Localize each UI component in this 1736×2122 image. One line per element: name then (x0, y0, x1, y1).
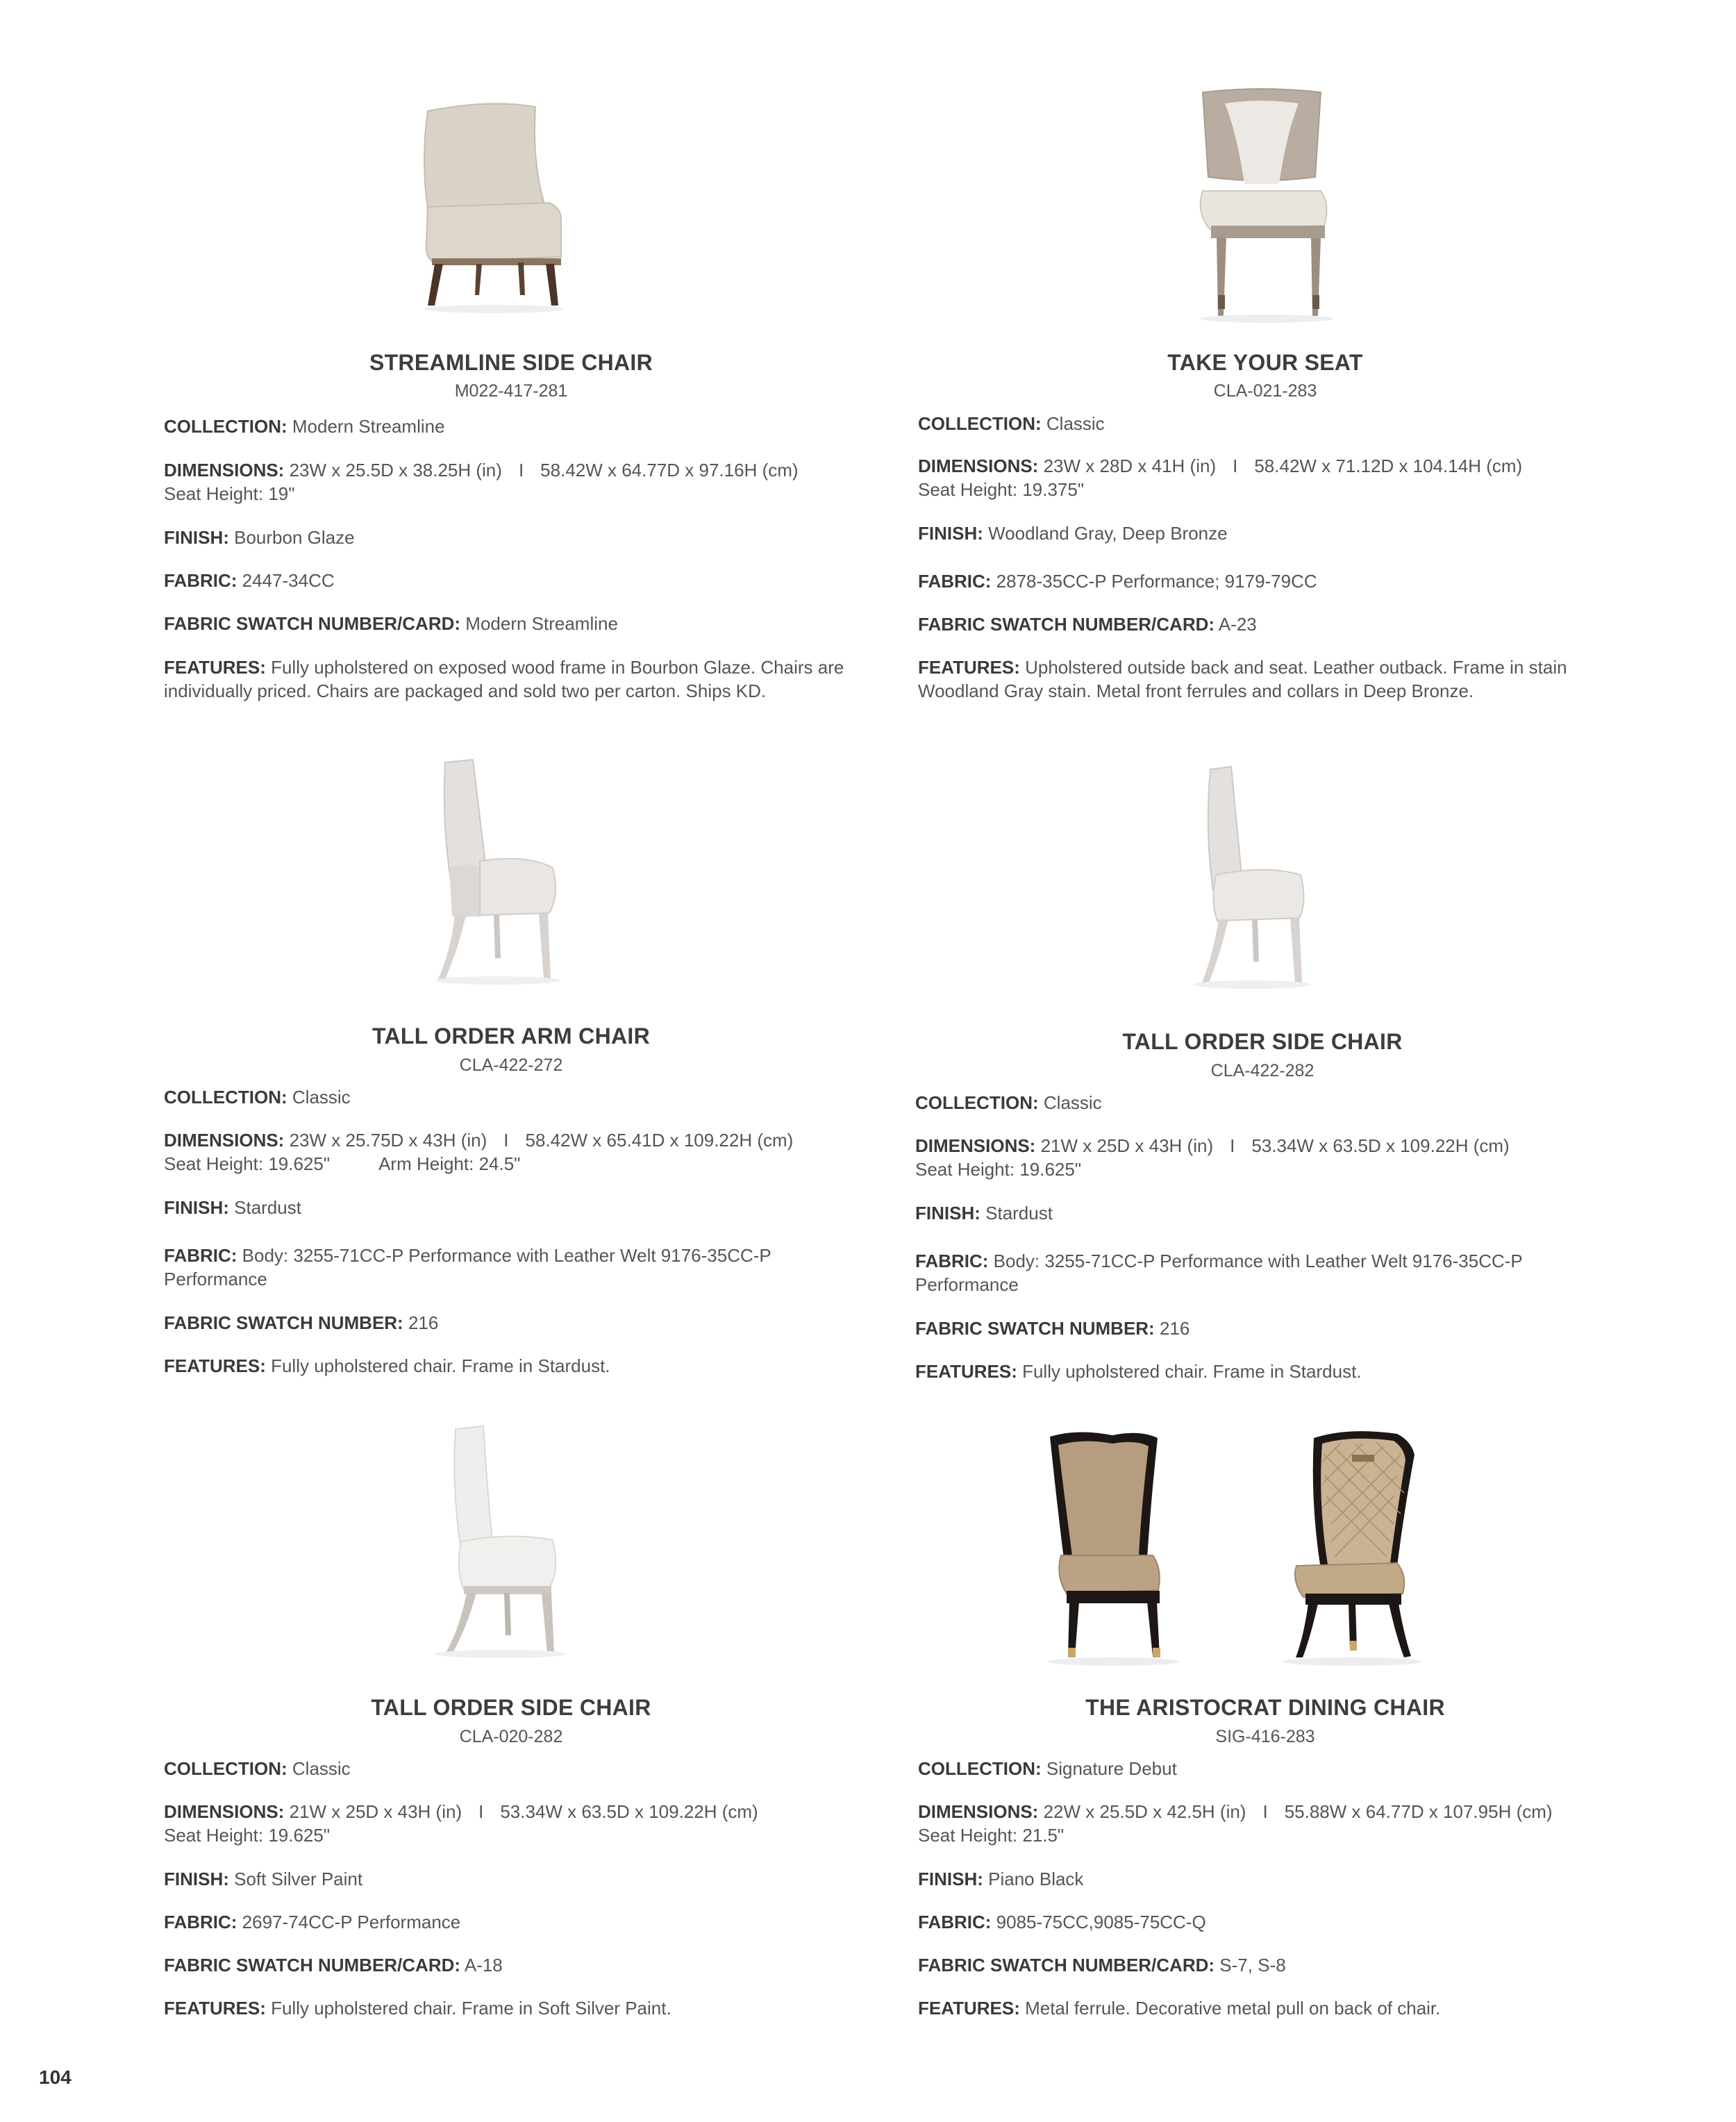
spec-value: Classic (292, 1758, 351, 1779)
spec-label: DIMENSIONS: (164, 460, 285, 481)
spec-value: Fully upholstered chair. Frame in Soft Silver Paint. (271, 1998, 671, 2019)
spec-dimensions (918, 454, 1599, 501)
spec-swatch (164, 612, 844, 635)
product-sku: CLA-422-282 (1210, 1061, 1314, 1080)
product-title: STREAMLINE SIDE CHAIR (369, 350, 653, 375)
seat-height: Seat Height: 21.5" (918, 1825, 1065, 1846)
dimensions-inches: 21W x 25D x 43H (in) (1040, 1135, 1214, 1156)
spec-label: FABRIC: (164, 1245, 237, 1266)
dimensions-inches: 23W x 25.75D x 43H (in) (289, 1130, 487, 1151)
spec-swatch (164, 1311, 844, 1335)
dimensions-separator: I (518, 460, 524, 481)
dimensions-cm: 53.34W x 63.5D x 109.22H (cm) (1251, 1135, 1510, 1156)
spec-label: COLLECTION: (164, 1758, 287, 1779)
spec-dimensions (915, 1134, 1596, 1181)
dimensions-inches: 21W x 25D x 43H (in) (289, 1801, 462, 1822)
dimensions-cm: 53.34W x 63.5D x 109.22H (cm) (500, 1801, 758, 1822)
spec-value: Modern Streamline (465, 613, 618, 634)
spec-collection (164, 1757, 844, 1780)
spec-fabric (164, 569, 844, 592)
spec-value: Stardust (234, 1197, 301, 1218)
spec-label: FABRIC SWATCH NUMBER/CARD: (164, 613, 461, 634)
spec-collection (915, 1091, 1596, 1114)
spec-fabric (164, 1910, 844, 1934)
spec-swatch (915, 1317, 1596, 1340)
spec-finish (164, 1867, 844, 1891)
spec-label: DIMENSIONS: (918, 456, 1039, 476)
dimensions-inches: 22W x 25.5D x 42.5H (in) (1043, 1801, 1246, 1822)
dimensions-inches: 23W x 28D x 41H (in) (1043, 456, 1217, 476)
spec-fabric (164, 1244, 844, 1291)
product-sku: CLA-020-282 (459, 1727, 563, 1746)
spec-label: FINISH: (918, 1869, 983, 1889)
spec-swatch (918, 612, 1599, 636)
spec-finish (164, 526, 844, 549)
spec-features (918, 655, 1599, 703)
dimensions-separator: I (1262, 1801, 1268, 1822)
chair-photo-streamline (407, 97, 581, 319)
spec-label: DIMENSIONS: (164, 1130, 285, 1151)
spec-label: COLLECTION: (918, 1758, 1042, 1779)
spec-label: COLLECTION: (164, 1087, 287, 1108)
seat-height: Seat Height: 19.625" (164, 1825, 331, 1846)
dimensions-cm: 58.42W x 71.12D x 104.14H (cm) (1254, 456, 1523, 476)
spec-value: 2878-35CC-P Performance; 9179-79CC (996, 571, 1317, 592)
spec-value: Body: 3255-71CC-P Performance with Leather Welt 9176-35CC-P Performance (915, 1251, 1523, 1295)
spec-label: FABRIC SWATCH NUMBER/CARD: (918, 1955, 1215, 1975)
product-sku: SIG-416-283 (1215, 1727, 1315, 1746)
spec-value: Metal ferrule. Decorative metal pull on back of chair. (1025, 1998, 1441, 2019)
spec-collection (164, 415, 844, 438)
spec-value: 9085-75CC,9085-75CC-Q (996, 1912, 1206, 1932)
spec-value: Classic (1046, 413, 1105, 434)
dimensions-cm: 58.42W x 64.77D x 97.16H (cm) (540, 460, 799, 481)
spec-label: FABRIC SWATCH NUMBER: (915, 1318, 1155, 1339)
spec-value: A-18 (464, 1955, 503, 1975)
spec-label: FEATURES: (164, 657, 266, 678)
dimensions-cm: 58.42W x 65.41D x 109.22H (cm) (525, 1130, 794, 1151)
spec-finish (164, 1196, 844, 1219)
spec-value: Fully upholstered chair. Frame in Stardust. (1022, 1361, 1362, 1382)
spec-value: 2447-34CC (242, 570, 335, 591)
spec-value: 2697-74CC-P Performance (242, 1912, 461, 1932)
spec-label: DIMENSIONS: (164, 1801, 285, 1822)
spec-value: Soft Silver Paint (234, 1869, 363, 1889)
product-title: TALL ORDER ARM CHAIR (372, 1024, 651, 1049)
spec-label: DIMENSIONS: (918, 1801, 1039, 1822)
spec-value: 216 (1159, 1318, 1190, 1339)
spec-value: Stardust (985, 1203, 1053, 1223)
spec-value: Upholstered outside back and seat. Leather outback. Frame in stain Woodland Gray stain. Metal front ferrules and collars in Deep Bronze. (918, 657, 1567, 701)
spec-value: A-23 (1218, 614, 1257, 635)
spec-value: Woodland Gray, Deep Bronze (988, 523, 1228, 544)
chair-photo-tall-order-side-422 (1183, 764, 1321, 993)
seat-height: Seat Height: 19.625" (915, 1159, 1082, 1180)
spec-label: FABRIC: (915, 1251, 989, 1271)
product-sku: M022-417-281 (454, 381, 568, 401)
spec-finish (915, 1201, 1596, 1225)
product-title: TALL ORDER SIDE CHAIR (371, 1695, 651, 1720)
spec-label: FEATURES: (918, 1998, 1020, 2019)
seat-height: Seat Height: 19" (164, 483, 295, 504)
dimensions-separator: I (478, 1801, 484, 1822)
spec-label: FINISH: (164, 1197, 229, 1218)
arm-height: Arm Height: 24.5" (378, 1153, 521, 1174)
spec-label: FABRIC: (918, 571, 992, 592)
product-title: TALL ORDER SIDE CHAIR (1122, 1029, 1403, 1054)
spec-value: 216 (408, 1312, 439, 1333)
spec-value: Fully upholstered on exposed wood frame in Bourbon Glaze. Chairs are individually priced. Chairs are packaged and sold two per carton. Ships KD. (164, 657, 844, 701)
dimensions-separator: I (1230, 1135, 1235, 1156)
page-number: 104 (39, 2066, 72, 2088)
spec-collection (918, 1757, 1599, 1780)
product-title: THE ARISTOCRAT DINING CHAIR (1085, 1695, 1445, 1720)
spec-value: Body: 3255-71CC-P Performance with Leather Welt 9176-35CC-P Performance (164, 1245, 771, 1289)
seat-height: Seat Height: 19.625" (164, 1153, 331, 1174)
spec-label: COLLECTION: (915, 1092, 1039, 1113)
product-sku: CLA-021-283 (1213, 381, 1317, 401)
chair-photo-take-your-seat (1182, 87, 1342, 326)
spec-label: FINISH: (918, 523, 983, 544)
spec-value: S-7, S-8 (1219, 1955, 1286, 1975)
spec-label: FINISH: (164, 1869, 229, 1889)
chair-photo-tall-order-arm (424, 757, 570, 986)
spec-collection (164, 1085, 844, 1109)
spec-features (164, 655, 844, 703)
spec-finish (918, 521, 1599, 545)
spec-value: Piano Black (988, 1869, 1084, 1889)
spec-label: FEATURES: (164, 1998, 266, 2019)
spec-dimensions (164, 1128, 844, 1176)
product-sku: CLA-422-272 (459, 1055, 563, 1075)
spec-collection (918, 412, 1599, 435)
spec-swatch (164, 1953, 844, 1977)
spec-label: FINISH: (164, 527, 229, 548)
spec-value: Modern Streamline (292, 416, 445, 437)
spec-label: FINISH: (915, 1203, 980, 1223)
spec-value: Classic (292, 1087, 351, 1108)
spec-fabric (918, 1910, 1599, 1934)
dimensions-separator: I (503, 1130, 509, 1151)
spec-fabric (918, 569, 1599, 593)
spec-features (164, 1996, 844, 2020)
dimensions-cm: 55.88W x 64.77D x 107.95H (cm) (1284, 1801, 1553, 1822)
spec-value: Fully upholstered chair. Frame in Stardust. (271, 1355, 610, 1376)
spec-value: Classic (1043, 1092, 1102, 1113)
spec-label: DIMENSIONS: (915, 1135, 1036, 1156)
spec-label: FEATURES: (915, 1361, 1017, 1382)
spec-finish (918, 1867, 1599, 1891)
seat-height: Seat Height: 19.375" (918, 479, 1085, 500)
spec-fabric (915, 1249, 1596, 1296)
spec-features (915, 1360, 1596, 1383)
spec-dimensions (164, 458, 844, 506)
spec-label: FABRIC SWATCH NUMBER/CARD: (164, 1955, 461, 1975)
spec-label: FABRIC SWATCH NUMBER/CARD: (918, 614, 1215, 635)
spec-label: FEATURES: (164, 1355, 266, 1376)
spec-features (164, 1354, 844, 1378)
product-title: TAKE YOUR SEAT (1167, 350, 1363, 375)
spec-label: FABRIC: (164, 1912, 237, 1932)
spec-dimensions (918, 1800, 1599, 1847)
spec-label: FEATURES: (918, 657, 1020, 678)
dimensions-inches: 23W x 25.5D x 38.25H (in) (289, 460, 502, 481)
spec-swatch (918, 1953, 1599, 1977)
spec-value: Bourbon Glaze (234, 527, 355, 548)
spec-value: Signature Debut (1046, 1758, 1177, 1779)
chair-photo-tall-order-side-020 (421, 1423, 574, 1660)
spec-label: COLLECTION: (164, 416, 287, 437)
spec-label: FABRIC SWATCH NUMBER: (164, 1312, 403, 1333)
spec-label: FABRIC: (164, 570, 237, 591)
chair-photo-aristocrat (1036, 1427, 1522, 1677)
dimensions-separator: I (1233, 456, 1238, 476)
spec-label: COLLECTION: (918, 413, 1042, 434)
spec-dimensions (164, 1800, 844, 1847)
spec-features (918, 1996, 1599, 2020)
spec-label: FABRIC: (918, 1912, 992, 1932)
